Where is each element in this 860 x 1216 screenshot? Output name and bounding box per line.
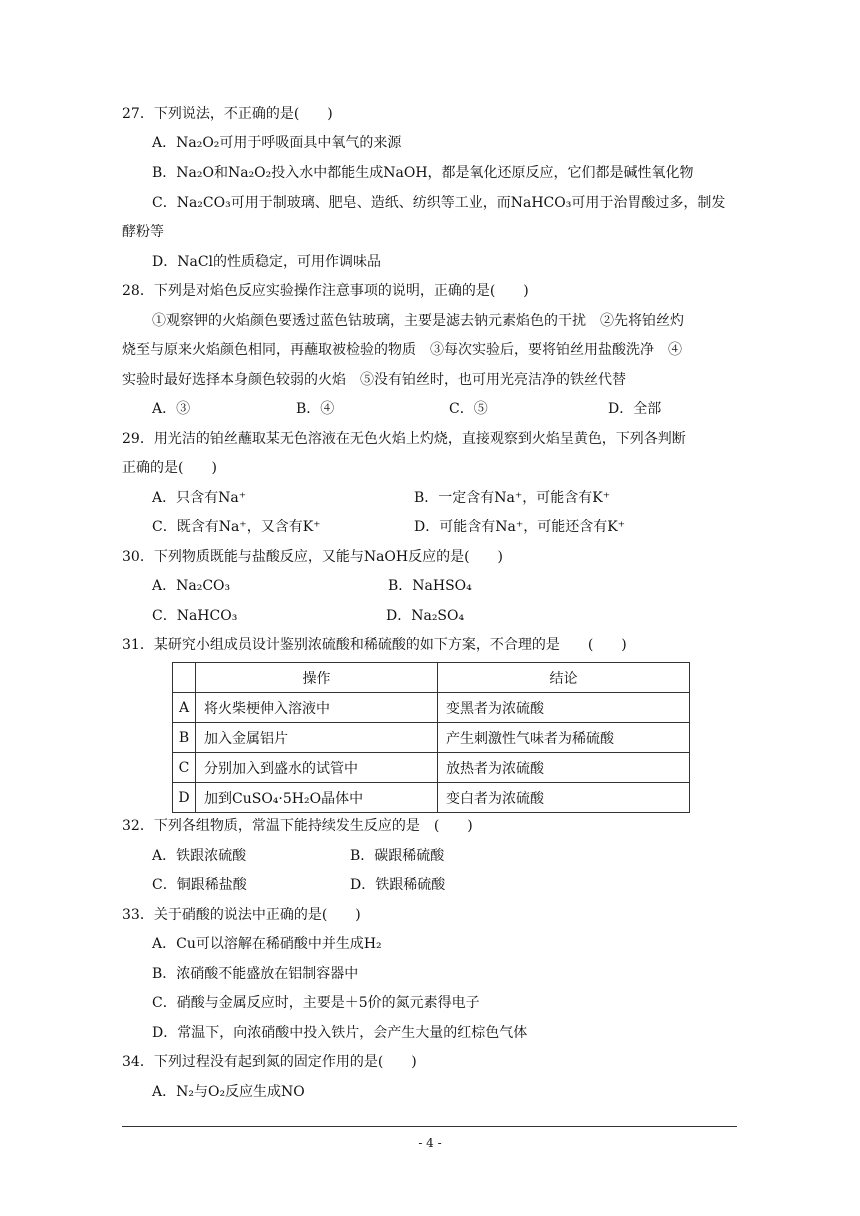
row-label: D: [173, 783, 196, 813]
question-28-text-line-2: 烧至与原来火焰颜色相同，再蘸取被检验的物质 ③每次实验后，要将铂丝用盐酸洗净 ④: [122, 342, 682, 358]
question-33-stem: 33．关于硝酸的说法中正确的是( ): [122, 907, 361, 923]
question-32-option-c: C．铜跟稀盐酸: [152, 877, 247, 893]
row-label: B: [173, 723, 196, 753]
footer-divider: [122, 1126, 737, 1127]
question-31-table: [172, 662, 690, 813]
table-row: [173, 783, 690, 813]
question-34-stem: 34．下列过程没有起到氮的固定作用的是( ): [122, 1054, 417, 1070]
question-32-stem: 32．下列各组物质，常温下能持续发生反应的是 ( ): [122, 818, 473, 834]
question-30-option-b: B．NaHSO₄: [388, 578, 472, 594]
question-28-option-b: B．④: [296, 401, 335, 417]
question-30-option-d: D．Na₂SO₄: [386, 608, 465, 624]
page-number: - 4 -: [418, 1136, 442, 1150]
question-29-stem: 29．用光洁的铂丝蘸取某无色溶液在无色火焰上灼烧，直接观察到火焰呈黄色，下列各判断: [122, 431, 686, 447]
question-29-option-c: C．既含有Na⁺，又含有K⁺: [152, 519, 321, 535]
row-conclusion: 放热者为浓硫酸: [438, 753, 690, 783]
question-31-stem: 31．某研究小组成员设计鉴别浓硫酸和稀硫酸的如下方案，不合理的是 ( ): [122, 637, 627, 653]
table-row: [173, 693, 690, 723]
question-33-option-d: D．常温下，向浓硝酸中投入铁片，会产生大量的红棕色气体: [152, 1025, 528, 1041]
question-32-option-b: B．碳跟稀硫酸: [350, 848, 445, 864]
question-30-stem: 30．下列物质既能与盐酸反应，又能与NaOH反应的是( ): [122, 549, 504, 565]
row-operation: 分别加入到盛水的试管中: [196, 753, 438, 783]
row-operation: 加到CuSO₄·5H₂O晶体中: [196, 783, 438, 813]
row-conclusion: 变白者为浓硫酸: [438, 783, 690, 813]
question-32-option-a: A．铁跟浓硫酸: [152, 848, 247, 864]
question-28-option-c: C．⑤: [449, 401, 488, 417]
question-29-option-a: A．只含有Na⁺: [152, 490, 247, 506]
table-header-operation: 操作: [196, 663, 438, 693]
table-header-conclusion: 结论: [438, 663, 690, 693]
question-27-option-b: B．Na₂O和Na₂O₂投入水中都能生成NaOH，都是氧化还原反应，它们都是碱性氧化物: [152, 165, 694, 181]
question-33-option-b: B．浓硝酸不能盛放在铝制容器中: [152, 966, 359, 982]
row-operation: 加入金属铝片: [196, 723, 438, 753]
row-label: C: [173, 753, 196, 783]
row-label: A: [173, 693, 196, 723]
question-27-option-c: C．Na₂CO₃可用于制玻璃、肥皂、造纸、纺织等工业，而NaHCO₃可用于治胃酸过多，制发: [152, 195, 726, 211]
table-row: [173, 723, 690, 753]
question-33-option-a: A．Cu可以溶解在稀硝酸中并生成H₂: [152, 936, 382, 952]
question-28-text-line-1: ①观察钾的火焰颜色要透过蓝色钴玻璃，主要是滤去钠元素焰色的干扰 ②先将铂丝灼: [152, 313, 684, 329]
question-29-option-d: D．可能含有Na⁺，可能还含有K⁺: [414, 519, 626, 535]
table-header-blank: [173, 663, 196, 693]
question-28-text-line-3: 实验时最好选择本身颜色较弱的火焰 ⑤没有铂丝时，也可用光亮洁净的铁丝代替: [122, 372, 626, 388]
table-header-row: [173, 663, 690, 693]
question-29-stem-continued: 正确的是( ): [122, 460, 217, 476]
row-conclusion: 变黑者为浓硫酸: [438, 693, 690, 723]
question-30-option-c: C．NaHCO₃: [152, 608, 238, 624]
question-28-option-d: D．全部: [608, 401, 662, 417]
question-28-option-a: A．③: [152, 401, 191, 417]
question-27-stem: 27．下列说法，不正确的是( ): [122, 106, 333, 122]
question-34-option-a: A．N₂与O₂反应生成NO: [152, 1084, 305, 1100]
row-operation: 将火柴梗伸入溶液中: [196, 693, 438, 723]
table-row: [173, 753, 690, 783]
question-29-option-b: B．一定含有Na⁺，可能含有K⁺: [414, 490, 611, 506]
question-30-option-a: A．Na₂CO₃: [152, 578, 231, 594]
question-27-option-d: D．NaCl的性质稳定，可用作调味品: [152, 254, 382, 270]
row-conclusion: 产生刺激性气味者为稀硫酸: [438, 723, 690, 753]
question-27-option-a: A．Na₂O₂可用于呼吸面具中氧气的来源: [152, 135, 402, 151]
question-32-option-d: D．铁跟稀硫酸: [350, 877, 446, 893]
question-28-stem: 28．下列是对焰色反应实验操作注意事项的说明，正确的是( ): [122, 283, 529, 299]
question-33-option-c: C．硝酸与金属反应时，主要是＋5价的氮元素得电子: [152, 995, 480, 1011]
question-27-option-c-continued: 酵粉等: [122, 224, 164, 240]
